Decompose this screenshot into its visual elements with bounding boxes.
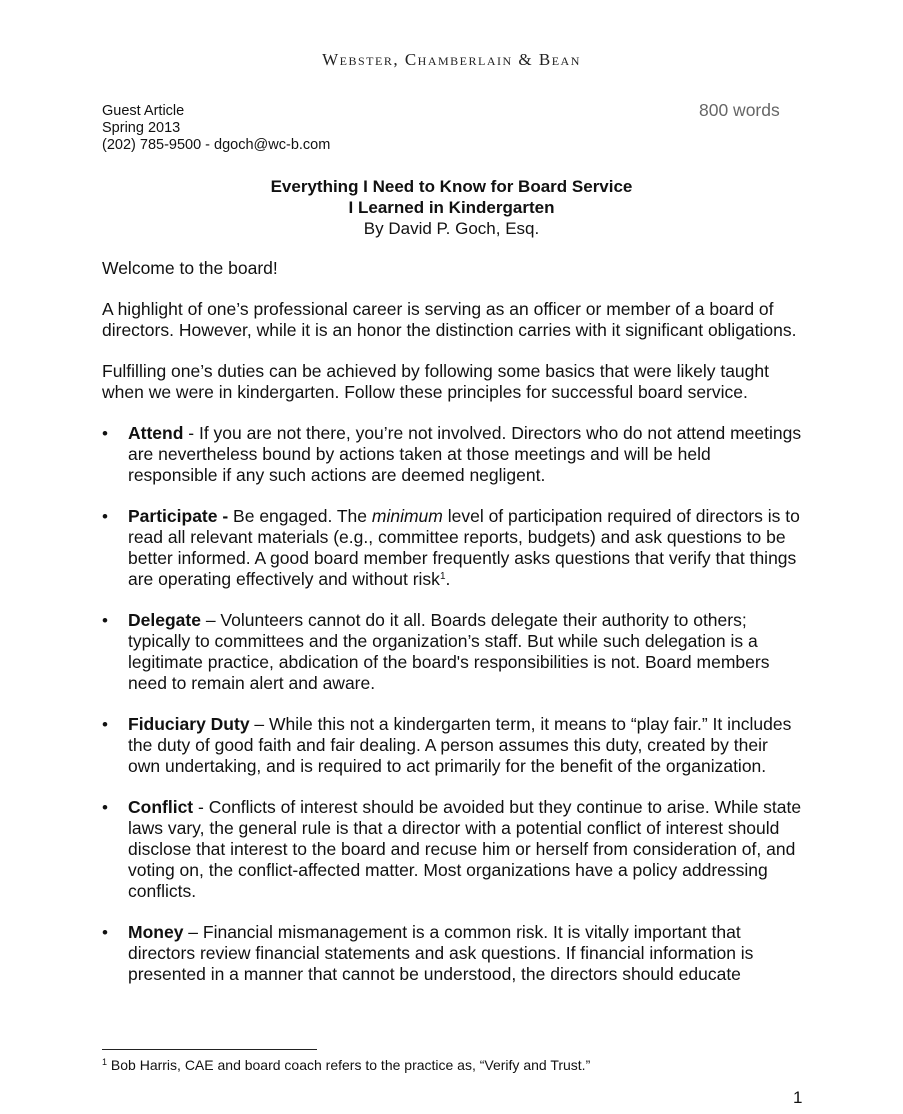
bullet-glyph: •: [102, 715, 108, 734]
bullet-term: Fiduciary Duty: [128, 714, 250, 734]
bullet-text: – While this not a kindergarten term, it means to “play fair.” It includes the duty of good faith and fair dealing. A person assumes this duty, created by their own undertaking, and is required to act primarily for the benefit of the organization.: [128, 714, 792, 776]
byline: By David P. Goch, Esq.: [363, 219, 540, 238]
list-item: [102, 714, 802, 777]
article-meta: [102, 103, 330, 154]
footnote-text: Bob Harris, CAE and board coach refers to the practice as, “Verify and Trust.”: [107, 1057, 591, 1073]
article-title-block: [0, 176, 903, 239]
contact-info: (202) 785-9500 - dgoch@wc-b.com: [102, 137, 331, 153]
bullet-text-end: .: [445, 569, 451, 589]
intro-paragraph-2: Fulfilling one’s duties can be achieved by following some basics that were likely taught when we were in kindergarten. Follow these principles for successful board service.: [102, 361, 769, 402]
bullet-term: Participate -: [128, 506, 229, 526]
bullet-text: - Conflicts of interest should be avoided but they continue to arise. While state laws vary, the general rule is that a director with a potential conflict of interest should disclose that interest to the board and recuse him or herself from consideration of, and voting on, the conflict-affected matter. Most organizations have a policy addressing conflicts.: [128, 797, 802, 901]
firm-letterhead: Webster, Chamberlain & Bean: [322, 50, 581, 69]
list-item: [102, 922, 802, 985]
article-title-line-1: Everything I Need to Know for Board Service: [270, 177, 633, 196]
article-type: Guest Article: [102, 103, 185, 119]
bullet-text: – Volunteers cannot do it all. Boards delegate their authority to others; typically to committees and the organization’s staff. But while such delegation is a legitimate practice, abdication of the board's responsibilities is not. Board members need to remain alert and aware.: [128, 610, 770, 693]
bullet-glyph: •: [102, 923, 108, 942]
bullet-text: - If you are not there, you’re not involved. Directors who do not attend meetings are nevertheless bound by actions taken at those meetings and will be held responsible if any such actions are deemed negligent.: [128, 423, 802, 485]
footnote: [102, 1056, 590, 1074]
principles-list: [102, 423, 802, 985]
bullet-term: Attend: [128, 423, 184, 443]
article-title-line-2: I Learned in Kindergarten: [348, 198, 555, 217]
list-item: [102, 797, 802, 902]
bullet-glyph: •: [102, 507, 108, 526]
bullet-term: Conflict: [128, 797, 194, 817]
bullet-term: Delegate: [128, 610, 201, 630]
bullet-glyph: •: [102, 611, 108, 630]
bullet-text: Be engaged. The: [228, 506, 372, 526]
page-number: 1: [793, 1088, 803, 1107]
greeting: Welcome to the board!: [102, 258, 278, 278]
footnote-reference[interactable]: 1: [439, 571, 446, 582]
word-count: 800 words: [699, 100, 780, 120]
intro-paragraph-1: A highlight of one’s professional career is serving as an officer or member of a board of directors. However, while it is an honor the distinction carries with it significant obligations.: [102, 299, 797, 340]
footnote-divider: [102, 1049, 317, 1050]
bullet-glyph: •: [102, 798, 108, 817]
bullet-glyph: •: [102, 424, 108, 443]
bullet-text: – Financial mismanagement is a common risk. It is vitally important that directors review financial statements and ask questions. If financial information is presented in a manner that cannot be understood, the directors should educate: [128, 922, 754, 984]
bullet-emphasis: minimum: [371, 506, 443, 526]
bullet-term: Money: [128, 922, 184, 942]
bullet-text-continued: level of participation required of directors is to read all relevant materials (e.g., committee reports, budgets) and ask questions to be better informed. A good board member frequently asks questions that verify that things are operating effectively and without risk: [128, 506, 800, 589]
list-item: [102, 610, 802, 694]
footnote-marker: 1: [102, 1057, 108, 1067]
article-season: Spring 2013: [102, 120, 181, 136]
list-item: [102, 423, 802, 486]
list-item: [102, 506, 802, 590]
article-body: [102, 258, 802, 1005]
